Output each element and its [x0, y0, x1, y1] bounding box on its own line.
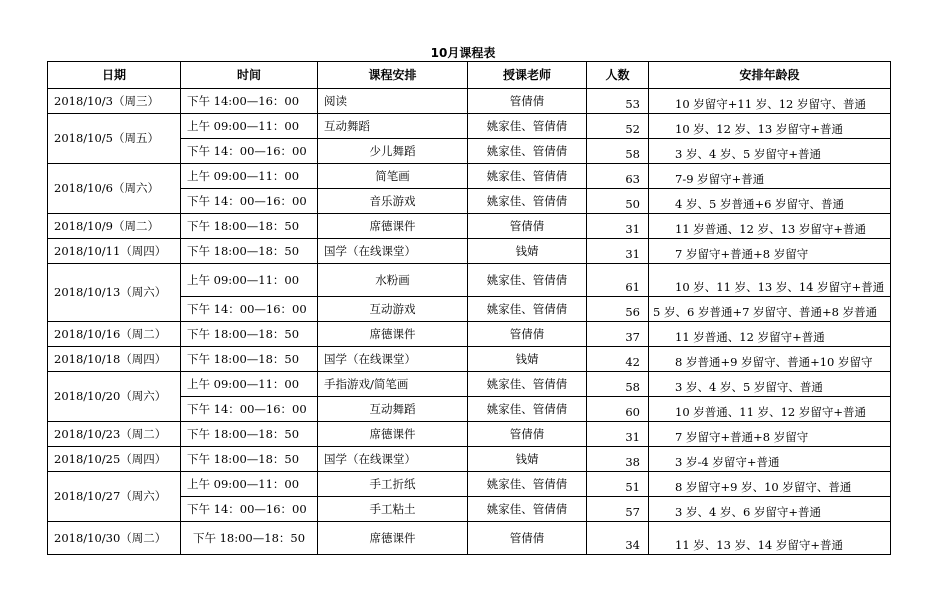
time-cell: 上午 09:00—11：00	[181, 164, 318, 189]
age-cell: 3 岁-4 岁留守+普通	[649, 447, 891, 472]
page-title: 10月课程表	[430, 46, 496, 60]
time-cell: 下午 18:00—18：50	[181, 422, 318, 447]
table-row	[48, 322, 891, 347]
header-age: 安排年龄段	[649, 62, 891, 89]
age-cell: 8 岁普通+9 岁留守、普通+10 岁留守	[649, 347, 891, 372]
course-cell: 手工粘土	[318, 497, 468, 522]
age-cell: 5 岁、6 岁普通+7 岁留守、普通+8 岁普通	[649, 297, 891, 322]
count-cell: 37	[587, 322, 649, 347]
header-row	[48, 62, 891, 89]
age-cell: 3 岁、4 岁、5 岁留守、普通	[649, 372, 891, 397]
course-cell: 国学（在线课堂）	[318, 239, 468, 264]
count-cell: 60	[587, 397, 649, 422]
table-row	[48, 447, 891, 472]
table-row	[48, 164, 891, 189]
teacher-cell: 姚家佳、管倩倩	[468, 497, 587, 522]
date-cell: 2018/10/13（周六）	[48, 264, 181, 322]
teacher-cell: 姚家佳、管倩倩	[468, 139, 587, 164]
teacher-cell: 管倩倩	[468, 322, 587, 347]
teacher-cell: 钱婧	[468, 347, 587, 372]
teacher-cell: 姚家佳、管倩倩	[468, 164, 587, 189]
date-cell: 2018/10/5（周五）	[48, 114, 181, 164]
date-cell: 2018/10/3（周三）	[48, 89, 181, 114]
teacher-cell: 钱婧	[468, 239, 587, 264]
date-cell: 2018/10/18（周四）	[48, 347, 181, 372]
date-cell: 2018/10/27（周六）	[48, 472, 181, 522]
teacher-cell: 姚家佳、管倩倩	[468, 297, 587, 322]
course-cell: 少儿舞蹈	[318, 139, 468, 164]
count-cell: 51	[587, 472, 649, 497]
age-cell: 11 岁、13 岁、14 岁留守+普通	[649, 522, 891, 555]
count-cell: 58	[587, 372, 649, 397]
age-cell: 7 岁留守+普通+8 岁留守	[649, 422, 891, 447]
count-cell: 34	[587, 522, 649, 555]
date-cell: 2018/10/9（周二）	[48, 214, 181, 239]
age-cell: 3 岁、4 岁、5 岁留守+普通	[649, 139, 891, 164]
teacher-cell: 姚家佳、管倩倩	[468, 397, 587, 422]
time-cell: 下午 14：00—16：00	[181, 497, 318, 522]
header-time: 时间	[181, 62, 318, 89]
age-cell: 7-9 岁留守+普通	[649, 164, 891, 189]
count-cell: 58	[587, 139, 649, 164]
time-cell: 上午 09:00—11：00	[181, 264, 318, 297]
count-cell: 31	[587, 214, 649, 239]
course-cell: 阅读	[318, 89, 468, 114]
date-cell: 2018/10/30（周二）	[48, 522, 181, 555]
table-row	[48, 239, 891, 264]
course-cell: 国学（在线课堂）	[318, 347, 468, 372]
age-cell: 4 岁、5 岁普通+6 岁留守、普通	[649, 189, 891, 214]
age-cell: 10 岁、12 岁、13 岁留守+普通	[649, 114, 891, 139]
time-cell: 下午 18:00—18：50	[181, 239, 318, 264]
course-cell: 简笔画	[318, 164, 468, 189]
teacher-cell: 管倩倩	[468, 422, 587, 447]
time-cell: 下午 18:00—18：50	[181, 322, 318, 347]
course-cell: 手指游戏/简笔画	[318, 372, 468, 397]
header-count: 人数	[587, 62, 649, 89]
count-cell: 52	[587, 114, 649, 139]
course-cell: 席德课件	[318, 322, 468, 347]
table-row	[48, 472, 891, 497]
table-row	[48, 422, 891, 447]
count-cell: 57	[587, 497, 649, 522]
teacher-cell: 管倩倩	[468, 522, 587, 555]
time-cell: 下午 18:00—18：50	[181, 522, 318, 555]
age-cell: 7 岁留守+普通+8 岁留守	[649, 239, 891, 264]
time-cell: 下午 14：00—16：00	[181, 189, 318, 214]
header-course: 课程安排	[318, 62, 468, 89]
count-cell: 31	[587, 239, 649, 264]
age-cell: 8 岁留守+9 岁、10 岁留守、普通	[649, 472, 891, 497]
time-cell: 上午 09:00—11：00	[181, 114, 318, 139]
age-cell: 10 岁留守+11 岁、12 岁留守、普通	[649, 89, 891, 114]
header-date: 日期	[48, 62, 181, 89]
teacher-cell: 钱婧	[468, 447, 587, 472]
count-cell: 38	[587, 447, 649, 472]
date-cell: 2018/10/16（周二）	[48, 322, 181, 347]
table-row	[48, 114, 891, 139]
course-cell: 席德课件	[318, 422, 468, 447]
time-cell: 下午 14：00—16：00	[181, 297, 318, 322]
date-cell: 2018/10/25（周四）	[48, 447, 181, 472]
date-cell: 2018/10/23（周二）	[48, 422, 181, 447]
header-teacher: 授课老师	[468, 62, 587, 89]
count-cell: 42	[587, 347, 649, 372]
age-cell: 10 岁普通、11 岁、12 岁留守+普通	[649, 397, 891, 422]
age-cell: 3 岁、4 岁、6 岁留守+普通	[649, 497, 891, 522]
date-cell: 2018/10/6（周六）	[48, 164, 181, 214]
table-row	[48, 264, 891, 297]
teacher-cell: 姚家佳、管倩倩	[468, 264, 587, 297]
time-cell: 下午 14：00—16：00	[181, 139, 318, 164]
course-cell: 手工折纸	[318, 472, 468, 497]
course-cell: 席德课件	[318, 522, 468, 555]
teacher-cell: 管倩倩	[468, 89, 587, 114]
age-cell: 11 岁普通、12 岁、13 岁留守+普通	[649, 214, 891, 239]
teacher-cell: 姚家佳、管倩倩	[468, 472, 587, 497]
teacher-cell: 姚家佳、管倩倩	[468, 372, 587, 397]
time-cell: 下午 18:00—18：50	[181, 214, 318, 239]
table-row	[48, 89, 891, 114]
time-cell: 上午 09:00—11：00	[181, 472, 318, 497]
teacher-cell: 管倩倩	[468, 214, 587, 239]
course-cell: 互动舞蹈	[318, 114, 468, 139]
age-cell: 11 岁普通、12 岁留守+普通	[649, 322, 891, 347]
count-cell: 31	[587, 422, 649, 447]
time-cell: 上午 09:00—11：00	[181, 372, 318, 397]
course-cell: 国学（在线课堂）	[318, 447, 468, 472]
time-cell: 下午 14：00—16：00	[181, 397, 318, 422]
table-row	[48, 214, 891, 239]
count-cell: 53	[587, 89, 649, 114]
age-cell: 10 岁、11 岁、13 岁、14 岁留守+普通	[649, 264, 891, 297]
course-cell: 水粉画	[318, 264, 468, 297]
count-cell: 61	[587, 264, 649, 297]
course-cell: 互动舞蹈	[318, 397, 468, 422]
table-row	[48, 522, 891, 555]
table-row	[48, 372, 891, 397]
table-row	[48, 347, 891, 372]
date-cell: 2018/10/20（周六）	[48, 372, 181, 422]
time-cell: 下午 14:00—16：00	[181, 89, 318, 114]
course-cell: 席德课件	[318, 214, 468, 239]
course-cell: 音乐游戏	[318, 189, 468, 214]
count-cell: 63	[587, 164, 649, 189]
time-cell: 下午 18:00—18：50	[181, 447, 318, 472]
count-cell: 50	[587, 189, 649, 214]
teacher-cell: 姚家佳、管倩倩	[468, 189, 587, 214]
time-cell: 下午 18:00—18：50	[181, 347, 318, 372]
teacher-cell: 姚家佳、管倩倩	[468, 114, 587, 139]
count-cell: 56	[587, 297, 649, 322]
course-cell: 互动游戏	[318, 297, 468, 322]
schedule-table	[47, 61, 891, 555]
date-cell: 2018/10/11（周四）	[48, 239, 181, 264]
